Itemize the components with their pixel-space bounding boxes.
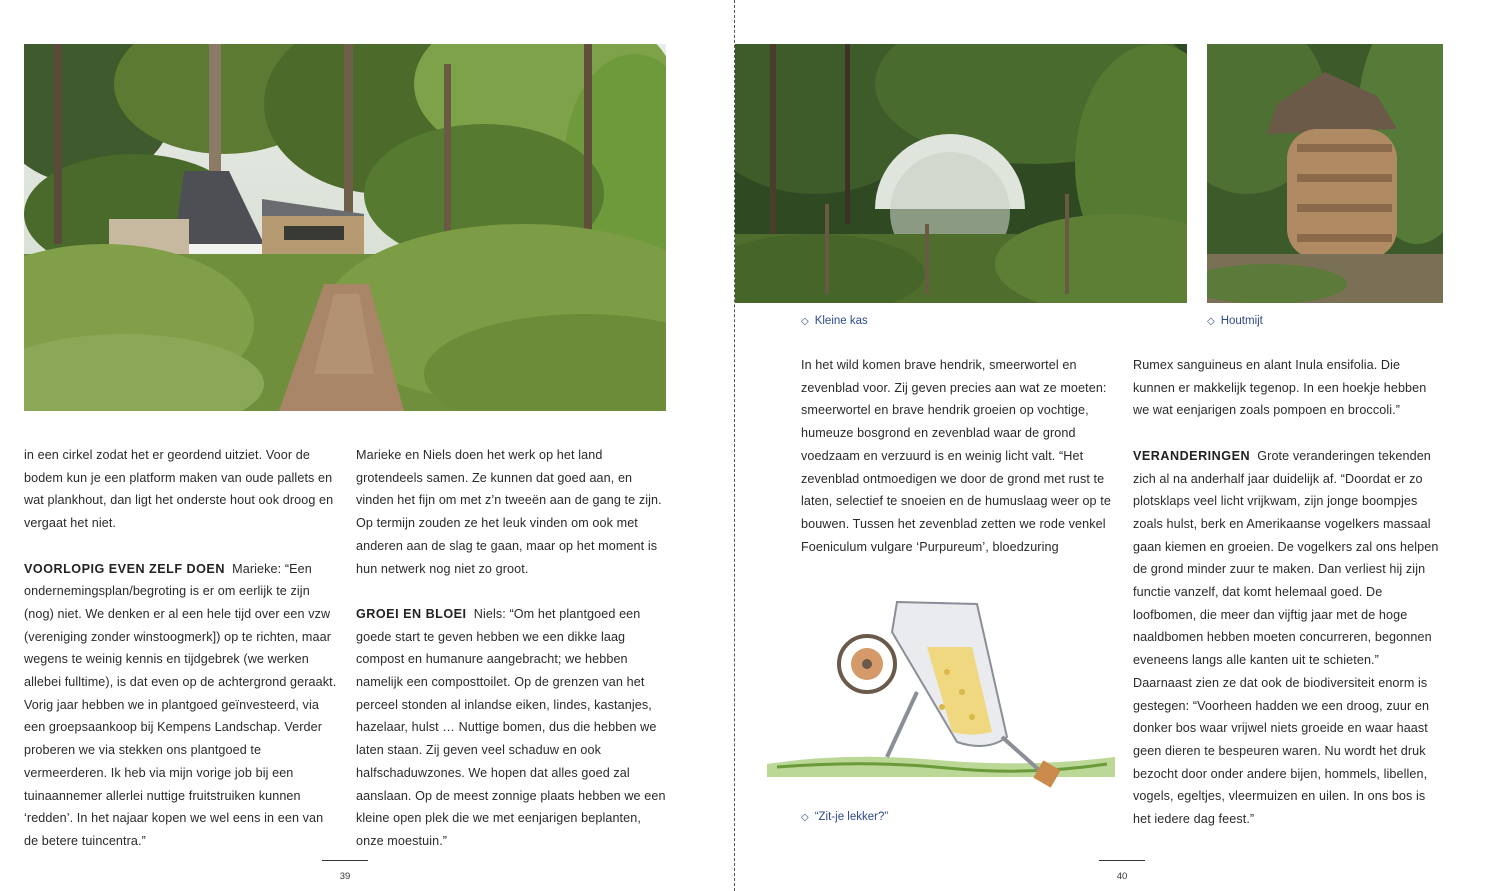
caption-houtmijt xyxy=(1207,315,1263,327)
diamond-icon: ◇ xyxy=(801,812,809,823)
left-column-2 xyxy=(356,444,666,853)
right-column-1 xyxy=(801,354,1113,558)
folio-rule xyxy=(1099,860,1145,861)
section-heading: VERANDERINGEN xyxy=(1133,448,1251,463)
caption-text: Houtmijt xyxy=(1220,315,1263,327)
caption-text: “Zit-je lekker?” xyxy=(814,811,889,823)
diamond-icon: ◇ xyxy=(1207,316,1215,327)
right-column-2 xyxy=(1133,354,1443,831)
wheelbarrow-illustration xyxy=(767,592,1115,797)
caption-kleine-kas xyxy=(801,315,868,327)
paragraph-text: Niels: “Om het plantgoed een goede start te geven hebben we een dikke laag compost en humanure aangebracht; we hebben namelijk een composttoilet. Op de grenzen van het perceel stonden al inlandse eiken, lindes, kastanjes, hazelaar, hulst … Nuttige bomen, dus die hebben we laten staan. Zij geven veel schaduw en ook halfschaduwzones. We hopen dat alles goed zal aanslaan. Op de meest zonnige plaats hebben we een kleine open plek die we met eenjarigen beplanten, onze moestuin.” xyxy=(356,606,666,848)
woodpile-photo xyxy=(1207,44,1443,303)
page-number: 40 xyxy=(1116,871,1128,882)
cabin-photo xyxy=(24,44,666,411)
diamond-icon: ◇ xyxy=(801,316,809,327)
caption-text: Kleine kas xyxy=(814,315,868,327)
paragraph: Marieke en Niels doen het werk op het land grotendeels samen. Ze kunnen dat goed aan, en vinden het fijn om met z’n tweeën aan de gang te zijn. Op termijn zouden ze het leuk vinden om ook met anderen aan de slag te gaan, maar op het moment is hun netwerk nog niet zo groot. xyxy=(356,448,662,576)
page-number: 39 xyxy=(339,871,351,882)
paragraph: In het wild komen brave hendrik, smeerwortel en zevenblad voor. Zij geven precies aan wat ze moeten: smeerwortel en brave hendrik groeien op vochtige, humeuze bosgrond en zevenblad waar de grond voedzaam en verzuurd is en weinig licht valt. “Het zevenblad ontmoedigen we door de grond met rust te laten, selectief te snoeien en de humuslaag weer op te bouwen. Tussen het zevenblad zetten we rode venkel Foeniculum vulgare ‘Purpureum’, bloedzuring xyxy=(801,358,1111,554)
section-paragraph xyxy=(24,558,337,853)
left-page xyxy=(0,0,734,891)
section-paragraph xyxy=(356,603,666,853)
section-heading: GROEI EN BLOEI xyxy=(356,606,467,621)
folio-rule xyxy=(322,860,368,861)
greenhouse-photo xyxy=(735,44,1187,303)
caption-zit-je-lekker xyxy=(801,811,888,823)
section-heading: VOORLOPIG EVEN ZELF DOEN xyxy=(24,561,225,576)
left-column-1 xyxy=(24,444,337,853)
paragraph: Daarnaast zien ze dat ook de biodiversiteit enorm is gestegen: “Voorheen hadden we een droog, zuur en donker bos waar vrijwel niets groeide en waar haast geen dieren te bespeuren waren. Nu wordt het druk bezocht door onder andere bijen, hommels, libellen, vogels, egeltjes, vleermuizen en uilen. In ons bos is het iedere dag feest.” xyxy=(1133,675,1430,827)
section-paragraph xyxy=(1133,445,1443,672)
right-page xyxy=(735,0,1500,891)
paragraph-text: Marieke: “Een ondernemingsplan/begroting is er om eerlijk te zijn (nog) niet. We denken er al een hele tijd over een vzw (vereniging zonder winstoogmerk]) op te richten, maar wegens te weinig kennis en tijdgebrek (we werken allebei fulltime), is dat even op de achtergrond geraakt. Vorig jaar hebben we in plantgoed geïnvesteerd, via een groepsaankoop bij Kempens Landschap. Verder proberen we via stekken ons plantgoed te vermeerderen. Ik heb via mijn vorige job bij een tuinaannemer allerlei nuttige fruitstruiken kunnen ‘redden’. In het najaar kopen we wel eens in een van de betere tuincentra.” xyxy=(24,561,337,848)
paragraph: in een cirkel zodat het er geordend uitziet. Voor de bodem kun je een platform maken van oude pallets en wat plankhout, dan ligt het onderste hout ook droog en vergaat het niet. xyxy=(24,448,334,531)
paragraph-text: Grote veranderingen tekenden zich al na anderhalf jaar duidelijk af. “Doordat er zo plotsklaps veel licht vrijkwam, zijn jonge boompjes zoals hulst, berk en Amerikaanse vogelkers massaal gaan kiemen en groeien. De vogelkers zal ons helpen de grond minder zuur te maken. Dan verliest hij zijn functie vanzelf, dat komt helemaal goed. De loofbomen, die meer dan vijftig jaar met de hoge naaldbomen hebben moeten concurreren, begonnen eveneens langs alle kanten uit te schieten.” xyxy=(1133,448,1439,668)
paragraph: Rumex sanguineus en alant Inula ensifolia. Die kunnen er makkelijk tegenop. In een hoekje hebben we wat eenjarigen zoals pompoen en broccoli.” xyxy=(1133,358,1427,418)
